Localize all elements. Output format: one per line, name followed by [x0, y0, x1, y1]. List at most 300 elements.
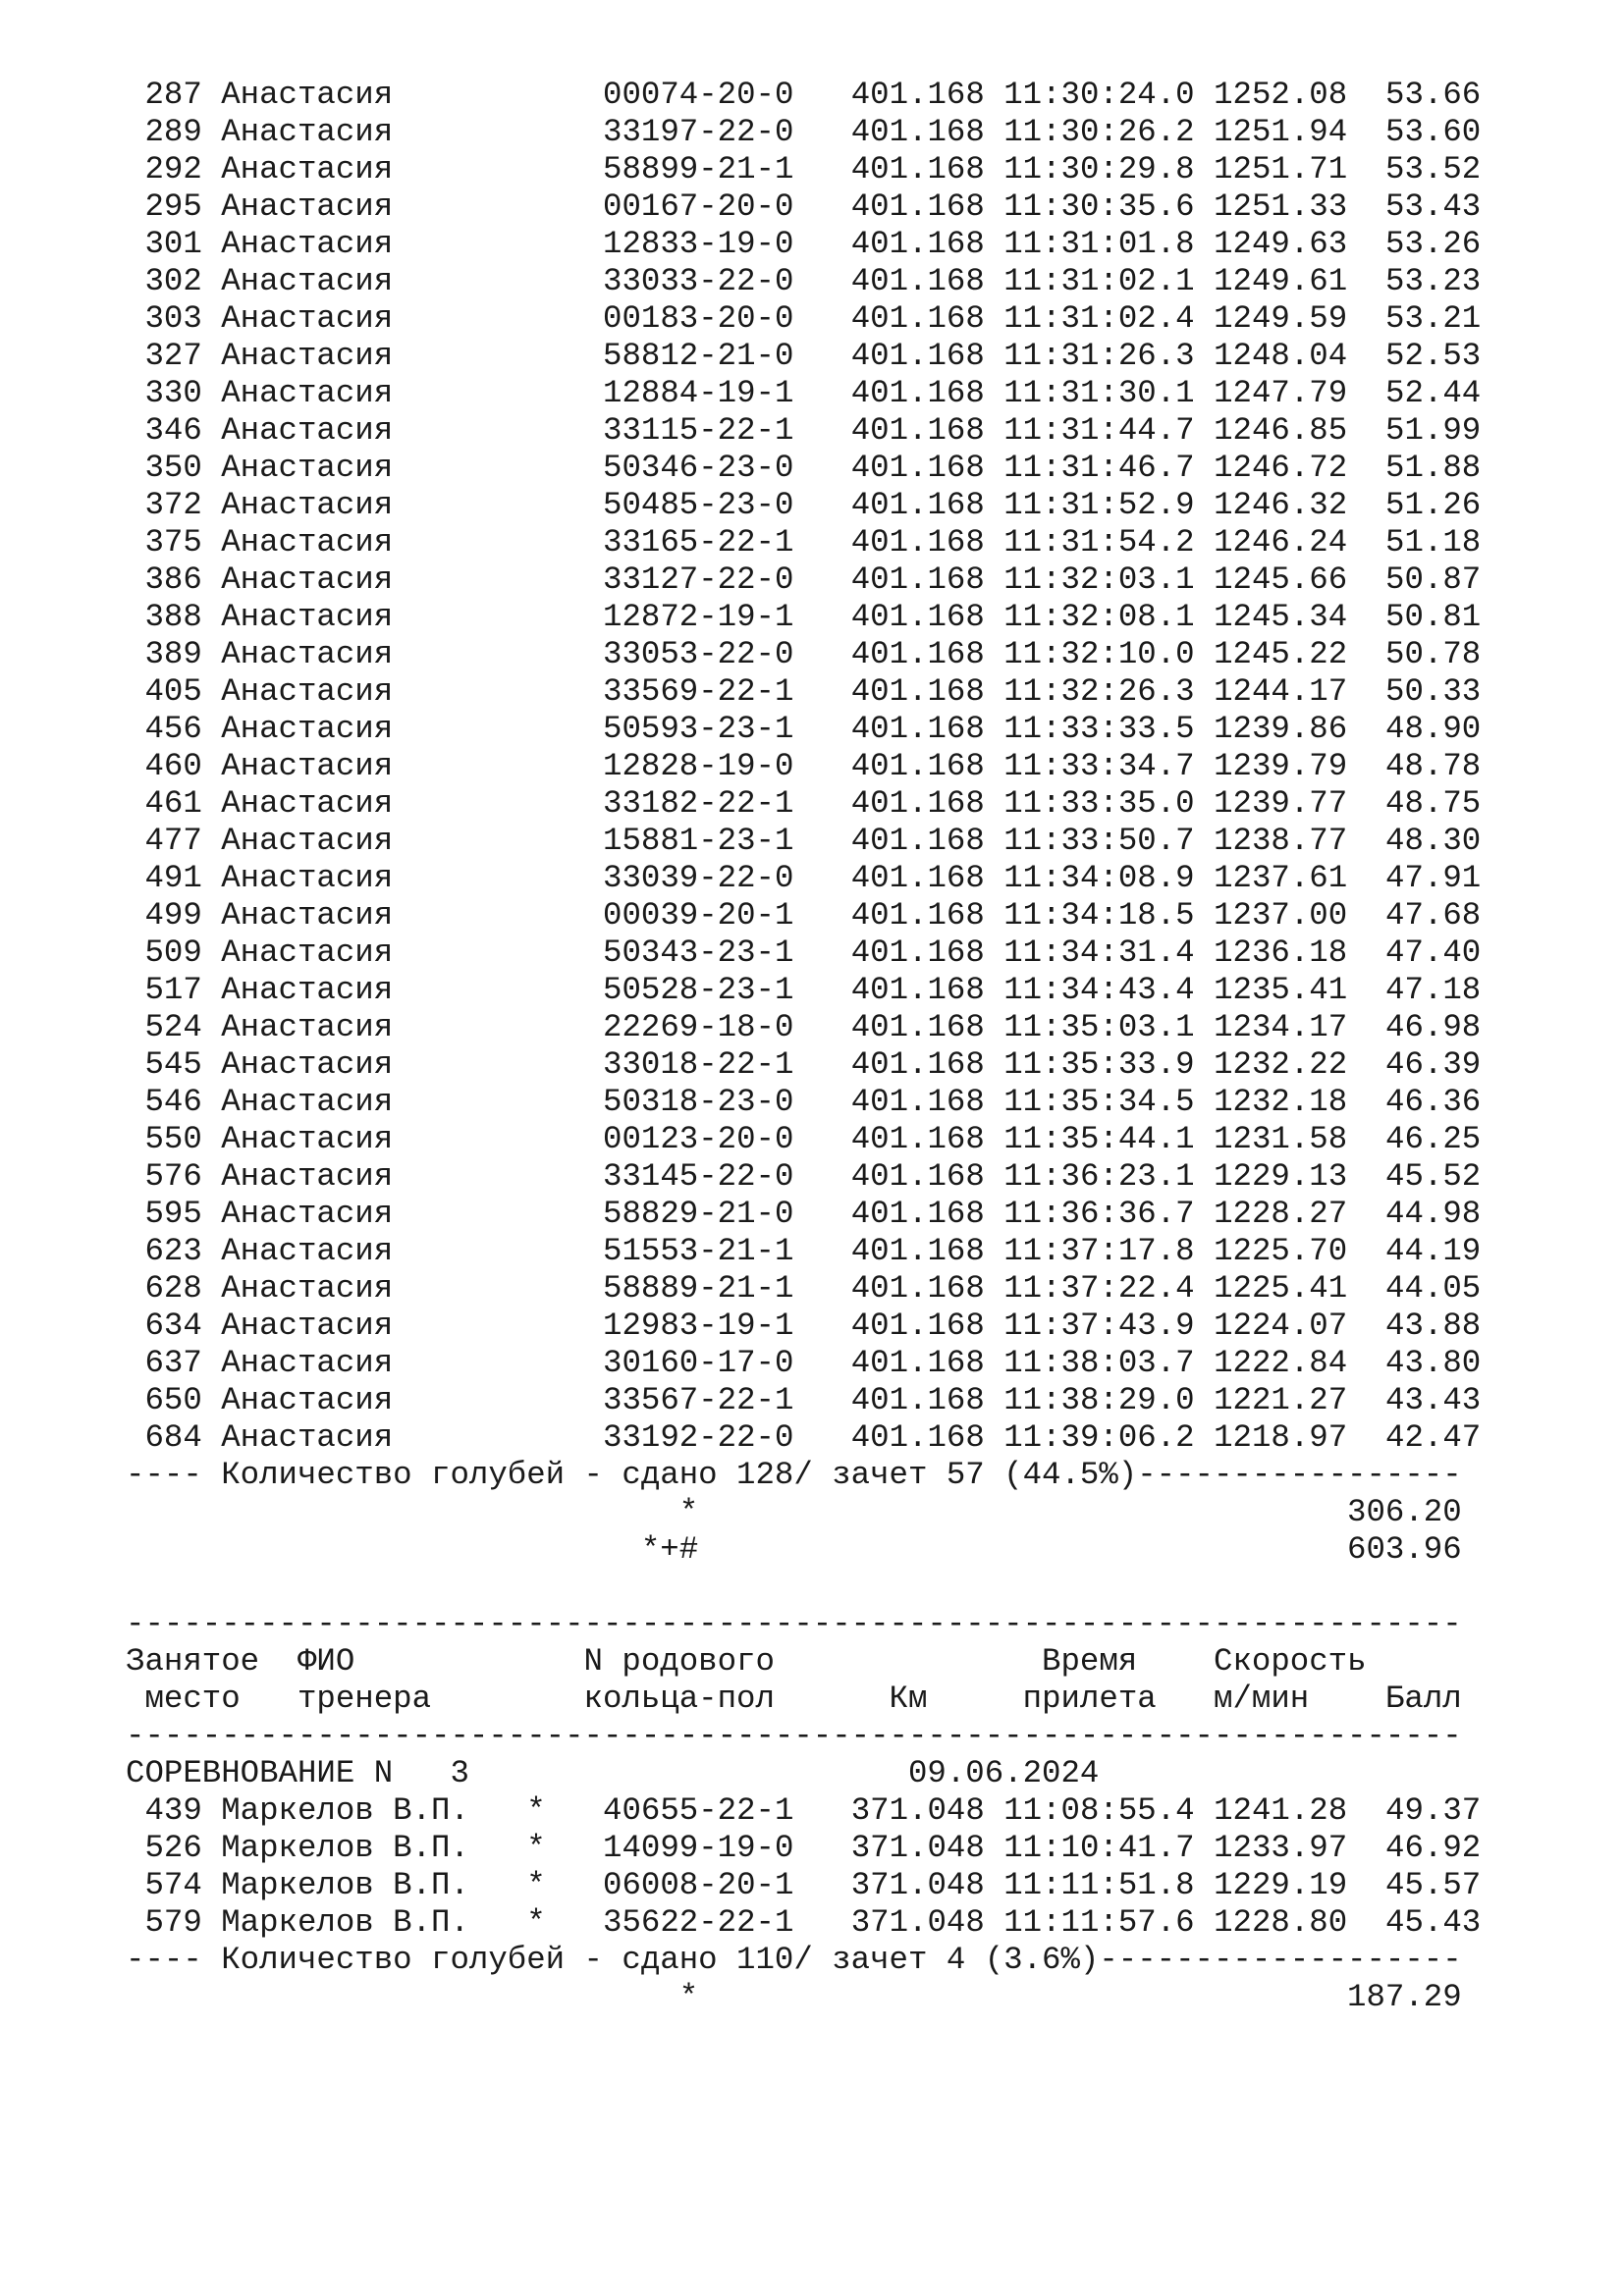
- ring-cell: 12872-19-1: [603, 599, 851, 635]
- speed-cell: 1239.79: [1214, 748, 1367, 784]
- speed-cell: 1221.27: [1214, 1382, 1367, 1418]
- ring-cell: 22269-18-0: [603, 1009, 851, 1045]
- table-row: [126, 524, 1481, 561]
- speed-cell: 1225.70: [1214, 1233, 1367, 1269]
- table-row: [126, 300, 1481, 338]
- speed-cell: 1249.61: [1214, 263, 1367, 299]
- name-cell: Анастасия: [221, 897, 527, 934]
- name-cell: Анастасия: [221, 711, 527, 747]
- points-cell: 45.52: [1366, 1158, 1482, 1195]
- points-cell: 51.88: [1366, 450, 1482, 486]
- speed-cell: 1225.41: [1214, 1270, 1367, 1307]
- summary-prefix: ----: [126, 1457, 202, 1493]
- speed-cell: 1245.22: [1214, 636, 1367, 672]
- name-cell: Анастасия: [221, 636, 527, 672]
- time-cell: 11:36:23.1: [1003, 1158, 1195, 1195]
- name-cell: Анастасия: [221, 1084, 527, 1120]
- ring-cell: 33145-22-0: [603, 1158, 851, 1195]
- time-cell: 11:33:50.7: [1003, 823, 1195, 859]
- name-cell: Анастасия: [221, 412, 527, 449]
- header-name: тренера: [297, 1681, 584, 1717]
- divider: [126, 1606, 1481, 1643]
- place-cell: 637: [126, 1345, 202, 1381]
- km-cell: 401.168: [850, 450, 1004, 486]
- points-cell: 53.66: [1366, 77, 1482, 113]
- km-cell: 401.168: [850, 1196, 1004, 1232]
- points-cell: 46.36: [1366, 1084, 1482, 1120]
- speed-cell: 1245.66: [1214, 561, 1367, 598]
- header-km: Км: [889, 1681, 1023, 1717]
- table-row: [126, 338, 1481, 375]
- competition-title: СОРЕВНОВАНИЕ N 3: [126, 1755, 908, 1791]
- place-cell: 302: [126, 263, 202, 299]
- mark-cell: [526, 1345, 603, 1381]
- time-cell: 11:31:30.1: [1003, 375, 1195, 411]
- name-cell: Маркелов В.П.: [221, 1792, 527, 1829]
- name-cell: Анастасия: [221, 1121, 527, 1157]
- place-cell: 405: [126, 673, 202, 710]
- speed-cell: 1246.72: [1214, 450, 1367, 486]
- mark-cell: [526, 1196, 603, 1232]
- table-row: [126, 1830, 1481, 1867]
- points-cell: 48.90: [1366, 711, 1482, 747]
- place-cell: 303: [126, 300, 202, 337]
- mark-cell: [526, 1084, 603, 1120]
- mark-cell: [526, 599, 603, 635]
- place-cell: 350: [126, 450, 202, 486]
- table-row: [126, 188, 1481, 226]
- ring-cell: 58889-21-1: [603, 1270, 851, 1307]
- time-cell: 11:32:03.1: [1003, 561, 1195, 598]
- ring-cell: 12833-19-0: [603, 226, 851, 262]
- mark-cell: [526, 1009, 603, 1045]
- table-row: [126, 1196, 1481, 1233]
- spacer: [126, 1569, 1481, 1606]
- points-cell: 53.52: [1366, 151, 1482, 187]
- speed-cell: 1231.58: [1214, 1121, 1367, 1157]
- km-cell: 401.168: [850, 972, 1004, 1008]
- divider: -------------------: [1099, 1942, 1462, 1978]
- place-cell: 576: [126, 1158, 202, 1195]
- name-cell: Анастасия: [221, 1158, 527, 1195]
- mark-cell: [526, 1419, 603, 1456]
- name-cell: Анастасия: [221, 599, 527, 635]
- header-time: Время: [1042, 1643, 1214, 1680]
- name-cell: Маркелов В.П.: [221, 1867, 527, 1903]
- speed-cell: 1234.17: [1214, 1009, 1367, 1045]
- mark-cell: [526, 114, 603, 150]
- ring-cell: 00167-20-0: [603, 188, 851, 225]
- mark-cell: [526, 524, 603, 561]
- place-cell: 684: [126, 1419, 202, 1456]
- speed-cell: 1246.32: [1214, 487, 1367, 523]
- points-cell: 43.43: [1366, 1382, 1482, 1418]
- ring-cell: 12983-19-1: [603, 1308, 851, 1344]
- table-row: [126, 1084, 1481, 1121]
- points-cell: 46.98: [1366, 1009, 1482, 1045]
- points-cell: 50.81: [1366, 599, 1482, 635]
- time-cell: 11:35:34.5: [1003, 1084, 1195, 1120]
- mark-cell: [526, 1158, 603, 1195]
- name-cell: Анастасия: [221, 1046, 527, 1083]
- points-cell: 47.40: [1366, 934, 1482, 971]
- ring-cell: 33182-22-1: [603, 785, 851, 822]
- name-cell: Анастасия: [221, 1382, 527, 1418]
- km-cell: 401.168: [850, 1046, 1004, 1083]
- time-cell: 11:33:34.7: [1003, 748, 1195, 784]
- time-cell: 11:31:02.4: [1003, 300, 1195, 337]
- name-cell: Анастасия: [221, 1009, 527, 1045]
- summary-line: [126, 1942, 1481, 1979]
- ring-cell: 33192-22-0: [603, 1419, 851, 1456]
- speed-cell: 1237.00: [1214, 897, 1367, 934]
- name-cell: Анастасия: [221, 450, 527, 486]
- speed-cell: 1222.84: [1214, 1345, 1367, 1381]
- time-cell: 11:35:03.1: [1003, 1009, 1195, 1045]
- time-cell: 11:32:26.3: [1003, 673, 1195, 710]
- time-cell: 11:08:55.4: [1003, 1792, 1195, 1829]
- ring-cell: 00074-20-0: [603, 77, 851, 113]
- mark-cell: [526, 1121, 603, 1157]
- place-cell: 461: [126, 785, 202, 822]
- place-cell: 509: [126, 934, 202, 971]
- speed-cell: 1247.79: [1214, 375, 1367, 411]
- table-row: [126, 1233, 1481, 1270]
- time-cell: 11:32:08.1: [1003, 599, 1195, 635]
- table-row: [126, 599, 1481, 636]
- name-cell: Анастасия: [221, 1308, 527, 1344]
- km-cell: 401.168: [850, 1382, 1004, 1418]
- time-cell: 11:30:26.2: [1003, 114, 1195, 150]
- points-cell: 44.98: [1366, 1196, 1482, 1232]
- km-cell: 401.168: [850, 1270, 1004, 1307]
- ring-cell: 33567-22-1: [603, 1382, 851, 1418]
- time-cell: 11:36:36.7: [1003, 1196, 1195, 1232]
- total-value: 603.96: [698, 1531, 1462, 1568]
- time-cell: 11:31:46.7: [1003, 450, 1195, 486]
- place-cell: 623: [126, 1233, 202, 1269]
- time-cell: 11:33:35.0: [1003, 785, 1195, 822]
- total-line: [126, 1494, 1481, 1531]
- table-row: [126, 151, 1481, 188]
- name-cell: Анастасия: [221, 226, 527, 262]
- km-cell: 401.168: [850, 524, 1004, 561]
- place-cell: 295: [126, 188, 202, 225]
- km-cell: 401.168: [850, 188, 1004, 225]
- points-cell: 51.18: [1366, 524, 1482, 561]
- speed-cell: 1252.08: [1214, 77, 1367, 113]
- time-cell: 11:31:44.7: [1003, 412, 1195, 449]
- km-cell: 401.168: [850, 1084, 1004, 1120]
- points-cell: 50.33: [1366, 673, 1482, 710]
- mark-cell: [526, 77, 603, 113]
- km-cell: 401.168: [850, 77, 1004, 113]
- place-cell: 346: [126, 412, 202, 449]
- header-ring: кольца-пол: [583, 1681, 890, 1717]
- points-cell: 51.26: [1366, 487, 1482, 523]
- km-cell: 401.168: [850, 1158, 1004, 1195]
- km-cell: 371.048: [850, 1830, 1004, 1866]
- speed-cell: 1249.63: [1214, 226, 1367, 262]
- speed-cell: 1232.18: [1214, 1084, 1367, 1120]
- table-row: [126, 114, 1481, 151]
- place-cell: 546: [126, 1084, 202, 1120]
- points-cell: 42.47: [1366, 1419, 1482, 1456]
- summary-text: Количество голубей - сдано 110/ зачет 4 (3.6%): [221, 1942, 1100, 1978]
- time-cell: 11:30:29.8: [1003, 151, 1195, 187]
- km-cell: 401.168: [850, 636, 1004, 672]
- speed-cell: 1232.22: [1214, 1046, 1367, 1083]
- place-cell: 595: [126, 1196, 202, 1232]
- points-cell: 43.88: [1366, 1308, 1482, 1344]
- mark-cell: [526, 785, 603, 822]
- name-cell: Анастасия: [221, 151, 527, 187]
- time-cell: 11:32:10.0: [1003, 636, 1195, 672]
- mark-cell: [526, 412, 603, 449]
- place-cell: 524: [126, 1009, 202, 1045]
- speed-cell: 1233.97: [1214, 1830, 1367, 1866]
- mark-cell: [526, 1382, 603, 1418]
- name-cell: Анастасия: [221, 860, 527, 896]
- mark-cell: [526, 972, 603, 1008]
- ring-cell: 06008-20-1: [603, 1867, 851, 1903]
- name-cell: Анастасия: [221, 188, 527, 225]
- points-cell: 53.60: [1366, 114, 1482, 150]
- ring-cell: 33197-22-0: [603, 114, 851, 150]
- table-row: [126, 748, 1481, 785]
- header-points: Балл: [1384, 1681, 1462, 1717]
- name-cell: Анастасия: [221, 1345, 527, 1381]
- km-cell: 371.048: [850, 1867, 1004, 1903]
- points-cell: 47.91: [1366, 860, 1482, 896]
- mark-cell: [526, 636, 603, 672]
- mark-cell: [526, 226, 603, 262]
- points-cell: 48.75: [1366, 785, 1482, 822]
- name-cell: Анастасия: [221, 338, 527, 374]
- table-row: [126, 1904, 1481, 1942]
- points-cell: 45.57: [1366, 1867, 1482, 1903]
- name-cell: Анастасия: [221, 1233, 527, 1269]
- table-row: [126, 1867, 1481, 1904]
- mark-cell: [526, 823, 603, 859]
- ring-cell: 35622-22-1: [603, 1904, 851, 1941]
- place-cell: 517: [126, 972, 202, 1008]
- table-row: [126, 1270, 1481, 1308]
- speed-cell: 1224.07: [1214, 1308, 1367, 1344]
- table-row: [126, 1419, 1481, 1457]
- speed-cell: 1235.41: [1214, 972, 1367, 1008]
- ring-cell: 33165-22-1: [603, 524, 851, 561]
- header-speed: Скорость: [1214, 1643, 1367, 1680]
- points-cell: 52.53: [1366, 338, 1482, 374]
- km-cell: 371.048: [850, 1792, 1004, 1829]
- name-cell: Анастасия: [221, 972, 527, 1008]
- km-cell: 401.168: [850, 1345, 1004, 1381]
- points-cell: 47.18: [1366, 972, 1482, 1008]
- km-cell: 401.168: [850, 1233, 1004, 1269]
- speed-cell: 1236.18: [1214, 934, 1367, 971]
- table-row: [126, 226, 1481, 263]
- header-name: ФИО: [297, 1643, 584, 1680]
- ring-cell: 40655-22-1: [603, 1792, 851, 1829]
- place-cell: 389: [126, 636, 202, 672]
- points-cell: 44.19: [1366, 1233, 1482, 1269]
- competition-date: 09.06.2024: [907, 1755, 1100, 1791]
- time-cell: 11:34:08.9: [1003, 860, 1195, 896]
- total-label: *+#: [126, 1531, 699, 1568]
- time-cell: 11:34:43.4: [1003, 972, 1195, 1008]
- total-label: *: [126, 1979, 699, 2015]
- mark-cell: [526, 561, 603, 598]
- name-cell: Анастасия: [221, 748, 527, 784]
- place-cell: 477: [126, 823, 202, 859]
- mark-cell: [526, 338, 603, 374]
- points-cell: 53.23: [1366, 263, 1482, 299]
- place-cell: 292: [126, 151, 202, 187]
- divider: ----------------------------------------------------------------------: [126, 1718, 1462, 1754]
- speed-cell: 1251.71: [1214, 151, 1367, 187]
- time-cell: 11:31:52.9: [1003, 487, 1195, 523]
- table-row: [126, 1046, 1481, 1084]
- header-place: место: [126, 1681, 298, 1717]
- header-ring: N родового: [583, 1643, 1043, 1680]
- speed-cell: 1251.33: [1214, 188, 1367, 225]
- ring-cell: 50593-23-1: [603, 711, 851, 747]
- km-cell: 401.168: [850, 711, 1004, 747]
- time-cell: 11:31:02.1: [1003, 263, 1195, 299]
- table-row: [126, 1009, 1481, 1046]
- km-cell: 401.168: [850, 785, 1004, 822]
- place-cell: 289: [126, 114, 202, 150]
- place-cell: 545: [126, 1046, 202, 1083]
- mark-cell: [526, 673, 603, 710]
- ring-cell: 30160-17-0: [603, 1345, 851, 1381]
- time-cell: 11:37:22.4: [1003, 1270, 1195, 1307]
- total-label: *: [126, 1494, 699, 1530]
- name-cell: Анастасия: [221, 114, 527, 150]
- km-cell: 401.168: [850, 300, 1004, 337]
- points-cell: 51.99: [1366, 412, 1482, 449]
- ring-cell: 33115-22-1: [603, 412, 851, 449]
- km-cell: 401.168: [850, 226, 1004, 262]
- table-row: [126, 1382, 1481, 1419]
- speed-cell: 1251.94: [1214, 114, 1367, 150]
- place-cell: 375: [126, 524, 202, 561]
- divider: [126, 1718, 1481, 1755]
- points-cell: 47.68: [1366, 897, 1482, 934]
- mark-cell: *: [526, 1904, 603, 1941]
- place-cell: 301: [126, 226, 202, 262]
- name-cell: Анастасия: [221, 673, 527, 710]
- ring-cell: 12884-19-1: [603, 375, 851, 411]
- time-cell: 11:35:33.9: [1003, 1046, 1195, 1083]
- summary-line: [126, 1457, 1481, 1494]
- points-cell: 50.78: [1366, 636, 1482, 672]
- table-row: [126, 561, 1481, 599]
- time-cell: 11:34:18.5: [1003, 897, 1195, 934]
- km-cell: 401.168: [850, 1121, 1004, 1157]
- table-row: [126, 711, 1481, 748]
- place-cell: 526: [126, 1830, 202, 1866]
- table-row: [126, 487, 1481, 524]
- place-cell: 330: [126, 375, 202, 411]
- speed-cell: 1228.27: [1214, 1196, 1367, 1232]
- time-cell: 11:30:24.0: [1003, 77, 1195, 113]
- header-speed: м/мин: [1214, 1681, 1385, 1717]
- ring-cell: 33053-22-0: [603, 636, 851, 672]
- speed-cell: 1241.28: [1214, 1792, 1367, 1829]
- time-cell: 11:30:35.6: [1003, 188, 1195, 225]
- speed-cell: 1239.77: [1214, 785, 1367, 822]
- points-cell: 48.78: [1366, 748, 1482, 784]
- place-cell: 386: [126, 561, 202, 598]
- place-cell: 388: [126, 599, 202, 635]
- place-cell: 456: [126, 711, 202, 747]
- place-cell: 650: [126, 1382, 202, 1418]
- time-cell: 11:10:41.7: [1003, 1830, 1195, 1866]
- ring-cell: 33569-22-1: [603, 673, 851, 710]
- time-cell: 11:31:01.8: [1003, 226, 1195, 262]
- km-cell: 401.168: [850, 487, 1004, 523]
- ring-cell: 50346-23-0: [603, 450, 851, 486]
- ring-cell: 33018-22-1: [603, 1046, 851, 1083]
- name-cell: Анастасия: [221, 263, 527, 299]
- mark-cell: [526, 1308, 603, 1344]
- ring-cell: 33033-22-0: [603, 263, 851, 299]
- name-cell: Анастасия: [221, 561, 527, 598]
- total-value: 306.20: [698, 1494, 1462, 1530]
- km-cell: 401.168: [850, 151, 1004, 187]
- ring-cell: 00039-20-1: [603, 897, 851, 934]
- mark-cell: [526, 1233, 603, 1269]
- ring-cell: 15881-23-1: [603, 823, 851, 859]
- table-row: [126, 673, 1481, 711]
- km-cell: 401.168: [850, 412, 1004, 449]
- name-cell: Анастасия: [221, 1270, 527, 1307]
- name-cell: Анастасия: [221, 934, 527, 971]
- ring-cell: 58812-21-0: [603, 338, 851, 374]
- mark-cell: [526, 748, 603, 784]
- column-header-row: [126, 1681, 1481, 1718]
- table-row: [126, 1345, 1481, 1382]
- points-cell: 48.30: [1366, 823, 1482, 859]
- speed-cell: 1249.59: [1214, 300, 1367, 337]
- ring-cell: 33127-22-0: [603, 561, 851, 598]
- km-cell: 401.168: [850, 897, 1004, 934]
- time-cell: 11:38:29.0: [1003, 1382, 1195, 1418]
- mark-cell: [526, 300, 603, 337]
- table-row: [126, 263, 1481, 300]
- points-cell: 46.39: [1366, 1046, 1482, 1083]
- place-cell: 628: [126, 1270, 202, 1307]
- points-cell: 53.26: [1366, 226, 1482, 262]
- points-cell: 53.43: [1366, 188, 1482, 225]
- ring-cell: 50485-23-0: [603, 487, 851, 523]
- speed-cell: 1246.85: [1214, 412, 1367, 449]
- summary-prefix: ----: [126, 1942, 202, 1978]
- mark-cell: *: [526, 1867, 603, 1903]
- km-cell: 401.168: [850, 748, 1004, 784]
- column-header-row: [126, 1643, 1481, 1681]
- mark-cell: [526, 897, 603, 934]
- divider: ----------------------------------------------------------------------: [126, 1606, 1462, 1642]
- points-cell: 49.37: [1366, 1792, 1482, 1829]
- mark-cell: [526, 188, 603, 225]
- name-cell: Маркелов В.П.: [221, 1830, 527, 1866]
- speed-cell: 1239.86: [1214, 711, 1367, 747]
- name-cell: Анастасия: [221, 823, 527, 859]
- ring-cell: 51553-21-1: [603, 1233, 851, 1269]
